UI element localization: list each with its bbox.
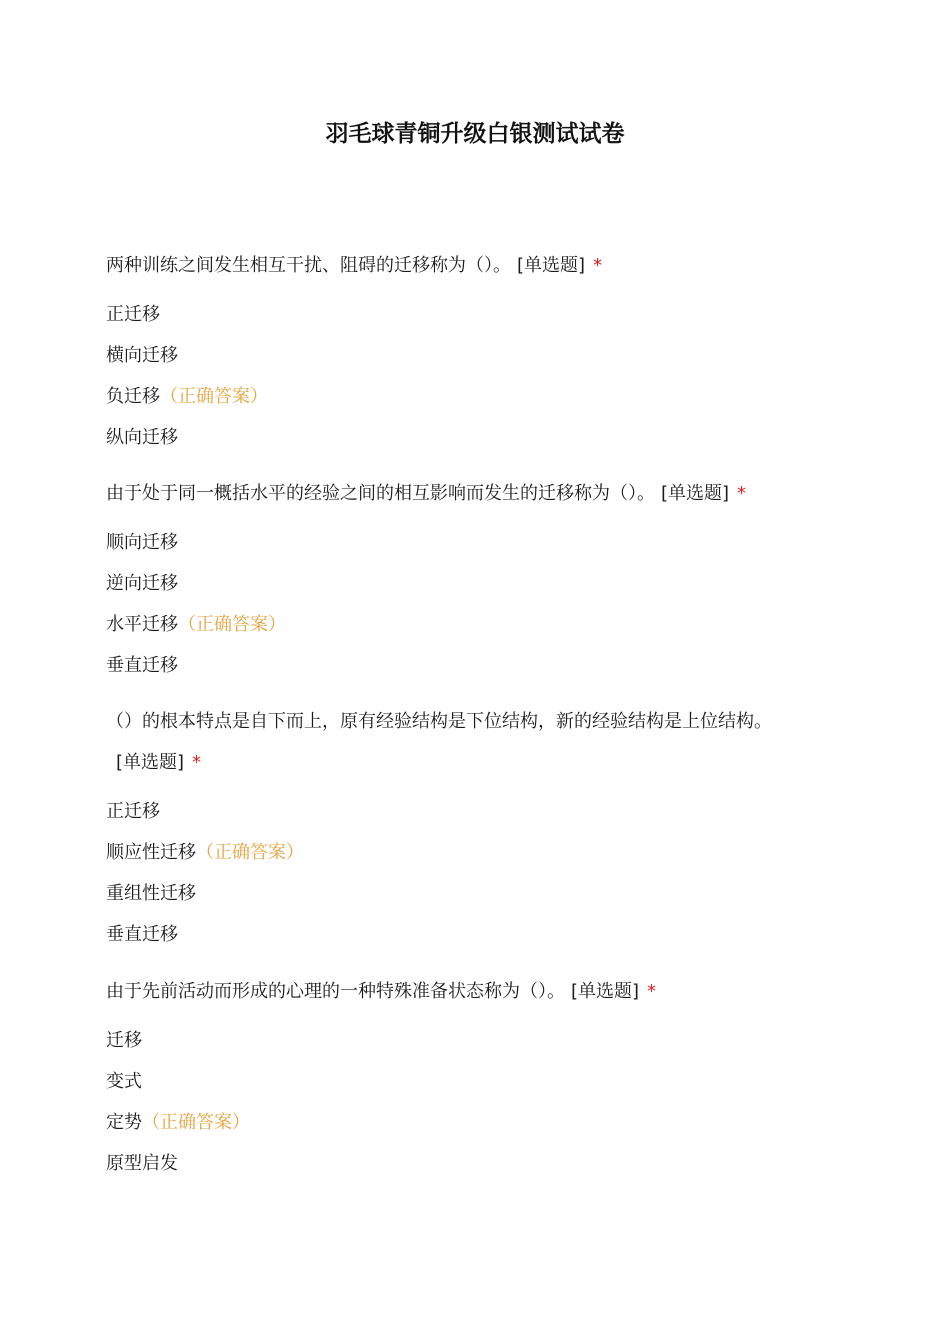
- option-list: [106, 522, 866, 686]
- option-item[interactable]: [106, 873, 866, 914]
- question-type-tag: [单选题]: [517, 255, 586, 276]
- required-mark: *: [192, 752, 202, 773]
- option-label: 顺应性迁移: [106, 842, 196, 863]
- page-title: 羽毛球青铜升级白银测试试卷: [325, 121, 625, 147]
- question-stem: 两种训练之间发生相互干扰、阻碍的迁移称为（）。: [106, 255, 511, 276]
- option-item[interactable]: [106, 563, 866, 604]
- option-label: 顺向迁移: [106, 532, 178, 553]
- question-type-tag: [单选题]: [661, 483, 730, 504]
- option-label: 正迁移: [106, 304, 160, 325]
- correct-answer-mark: （正确答案）: [178, 614, 286, 635]
- option-item[interactable]: [106, 791, 866, 832]
- option-item[interactable]: [106, 604, 866, 645]
- option-item[interactable]: [106, 335, 866, 376]
- option-label: 逆向迁移: [106, 573, 178, 594]
- option-label: 重组性迁移: [106, 883, 196, 904]
- question-stem: 由于先前活动而形成的心理的一种特殊准备状态称为（）。: [106, 981, 565, 1002]
- option-item[interactable]: [106, 1061, 866, 1102]
- option-item[interactable]: [106, 1102, 866, 1143]
- option-list: [106, 294, 866, 458]
- question-text: [106, 473, 866, 514]
- question-type-tag: [单选题]: [116, 752, 185, 773]
- option-label: 垂直迁移: [106, 924, 178, 945]
- option-list: [106, 791, 866, 955]
- question-stem: 由于处于同一概括水平的经验之间的相互影响而发生的迁移称为（）。: [106, 483, 655, 504]
- option-item[interactable]: [106, 376, 866, 417]
- required-mark: *: [593, 255, 603, 276]
- option-label: 原型启发: [106, 1153, 178, 1174]
- question-block: [106, 701, 866, 955]
- option-item[interactable]: [106, 417, 866, 458]
- correct-answer-mark: （正确答案）: [160, 386, 268, 407]
- question-text: [106, 701, 866, 783]
- question-type-tag: [单选题]: [571, 981, 640, 1002]
- question-text: [106, 971, 866, 1012]
- option-label: 定势: [106, 1112, 142, 1133]
- option-list: [106, 1020, 866, 1184]
- option-item[interactable]: [106, 1020, 866, 1061]
- option-item[interactable]: [106, 832, 866, 873]
- option-label: 横向迁移: [106, 345, 178, 366]
- option-label: 垂直迁移: [106, 655, 178, 676]
- option-label: 水平迁移: [106, 614, 178, 635]
- correct-answer-mark: （正确答案）: [196, 842, 304, 863]
- option-label: 负迁移: [106, 386, 160, 407]
- option-label: 迁移: [106, 1030, 142, 1051]
- option-label: 正迁移: [106, 801, 160, 822]
- required-mark: *: [737, 483, 747, 504]
- option-item[interactable]: [106, 294, 866, 335]
- option-item[interactable]: [106, 522, 866, 563]
- question-block: [106, 473, 866, 686]
- option-item[interactable]: [106, 1143, 866, 1184]
- correct-answer-mark: （正确答案）: [142, 1112, 250, 1133]
- option-item[interactable]: [106, 645, 866, 686]
- required-mark: *: [647, 981, 657, 1002]
- question-block: [106, 971, 866, 1184]
- question-stem: （）的根本特点是自下而上，原有经验结构是下位结构，新的经验结构是上位结构。: [106, 711, 772, 732]
- question-text: [106, 245, 866, 286]
- question-block: [106, 245, 866, 458]
- option-label: 纵向迁移: [106, 427, 178, 448]
- option-item[interactable]: [106, 914, 866, 955]
- option-label: 变式: [106, 1071, 142, 1092]
